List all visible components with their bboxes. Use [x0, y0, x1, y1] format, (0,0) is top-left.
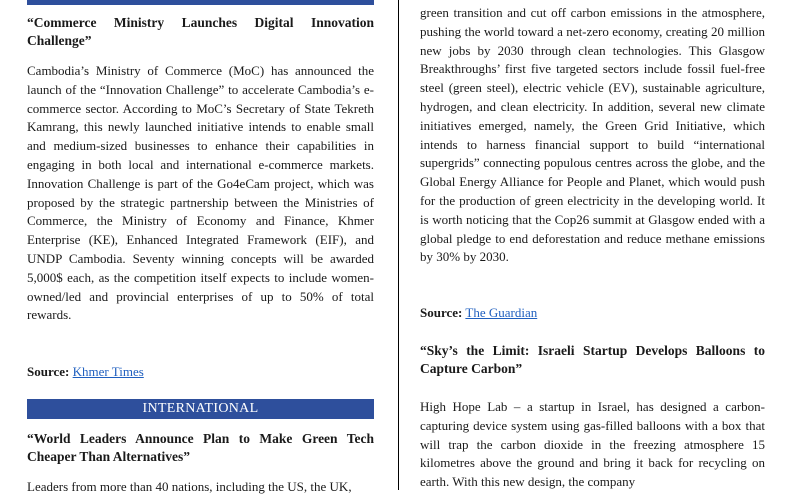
- article-headline-green-tech: “World Leaders Announce Plan to Make Green Tech Cheaper Than Alternatives”: [27, 431, 374, 464]
- column-divider: [398, 0, 399, 490]
- source-label: Source:: [27, 364, 70, 379]
- source-link-khmer-times[interactable]: Khmer Times: [72, 364, 144, 379]
- source-line-guardian: [420, 304, 765, 322]
- article-body-commerce: Cambodia’s Ministry of Commerce (MoC) has announced the launch of the “Innovation Challenge” to accelerate Cambodia’s e-commerce sector. According to MoC’s Secretary of State Tekreth Kamrang, this newly launched initiative intends to enable small and medium-sized businesses to enhance their capabilities in engaging in both local and international e-commerce markets. Innovation Challenge is part of the Go4eCam project, which was proposed by the strategic partnership between the Ministries of Commerce, the Ministry of Economy and Finance, Khmer Enterprise (KE), Enhanced Integrated Framework (EIF), and UNDP Cambodia. Seventy winning concepts will be awarded 5,000$ each, as the competition itself expects to include women-owned/led and provincial enterprises of up to 50% of total rewards.: [27, 63, 374, 323]
- article-headline-commerce: “Commerce Ministry Launches Digital Innovation Challenge”: [27, 15, 374, 48]
- article-headline-balloons: “Sky’s the Limit: Israeli Startup Develops Balloons to Capture Carbon”: [420, 343, 765, 376]
- source-line-commerce: [27, 363, 374, 381]
- source-link-the-guardian[interactable]: The Guardian: [465, 305, 538, 320]
- source-label: Source:: [420, 305, 463, 320]
- section-header-international: INTERNATIONAL: [27, 399, 374, 419]
- article-body-balloons: High Hope Lab – a startup in Israel, has designed a carbon-capturing device system using gas-filled balloons with a box that will trap the carbon dioxide in the freezing atmosphere 15 kilometres above the ground and bring it back for recycling on earth. With this new design, the company: [420, 399, 765, 490]
- top-accent-bar: [27, 0, 374, 5]
- article-body-green-tech-continued: green transition and cut off carbon emissions in the atmosphere, pushing the world toward a net-zero economy, creating 20 million new jobs by 2030 through clean technologies. This Glasgow Breakthroughs’ first five targeted sectors include fossil fuel-free steel (green steel), electric vehicle (EV), sustainable agriculture, hydrogen, and clean electricity. In addition, several new climate initiatives emerged, namely, the Green Grid Initiative, which intends to harness financial support to build “international supergrids” connecting populous centres across the globe, and the Global Energy Alliance for People and Planet, which would push for the production of green electricity in the developing world. It is worth noticing that the Cop26 summit at Glasgow ended with a global pledge to end deforestation and reduce methane emissions by 30% by 2030.: [420, 5, 765, 265]
- article-body-green-tech: Leaders from more than 40 nations, including the US, the UK,: [27, 479, 352, 494]
